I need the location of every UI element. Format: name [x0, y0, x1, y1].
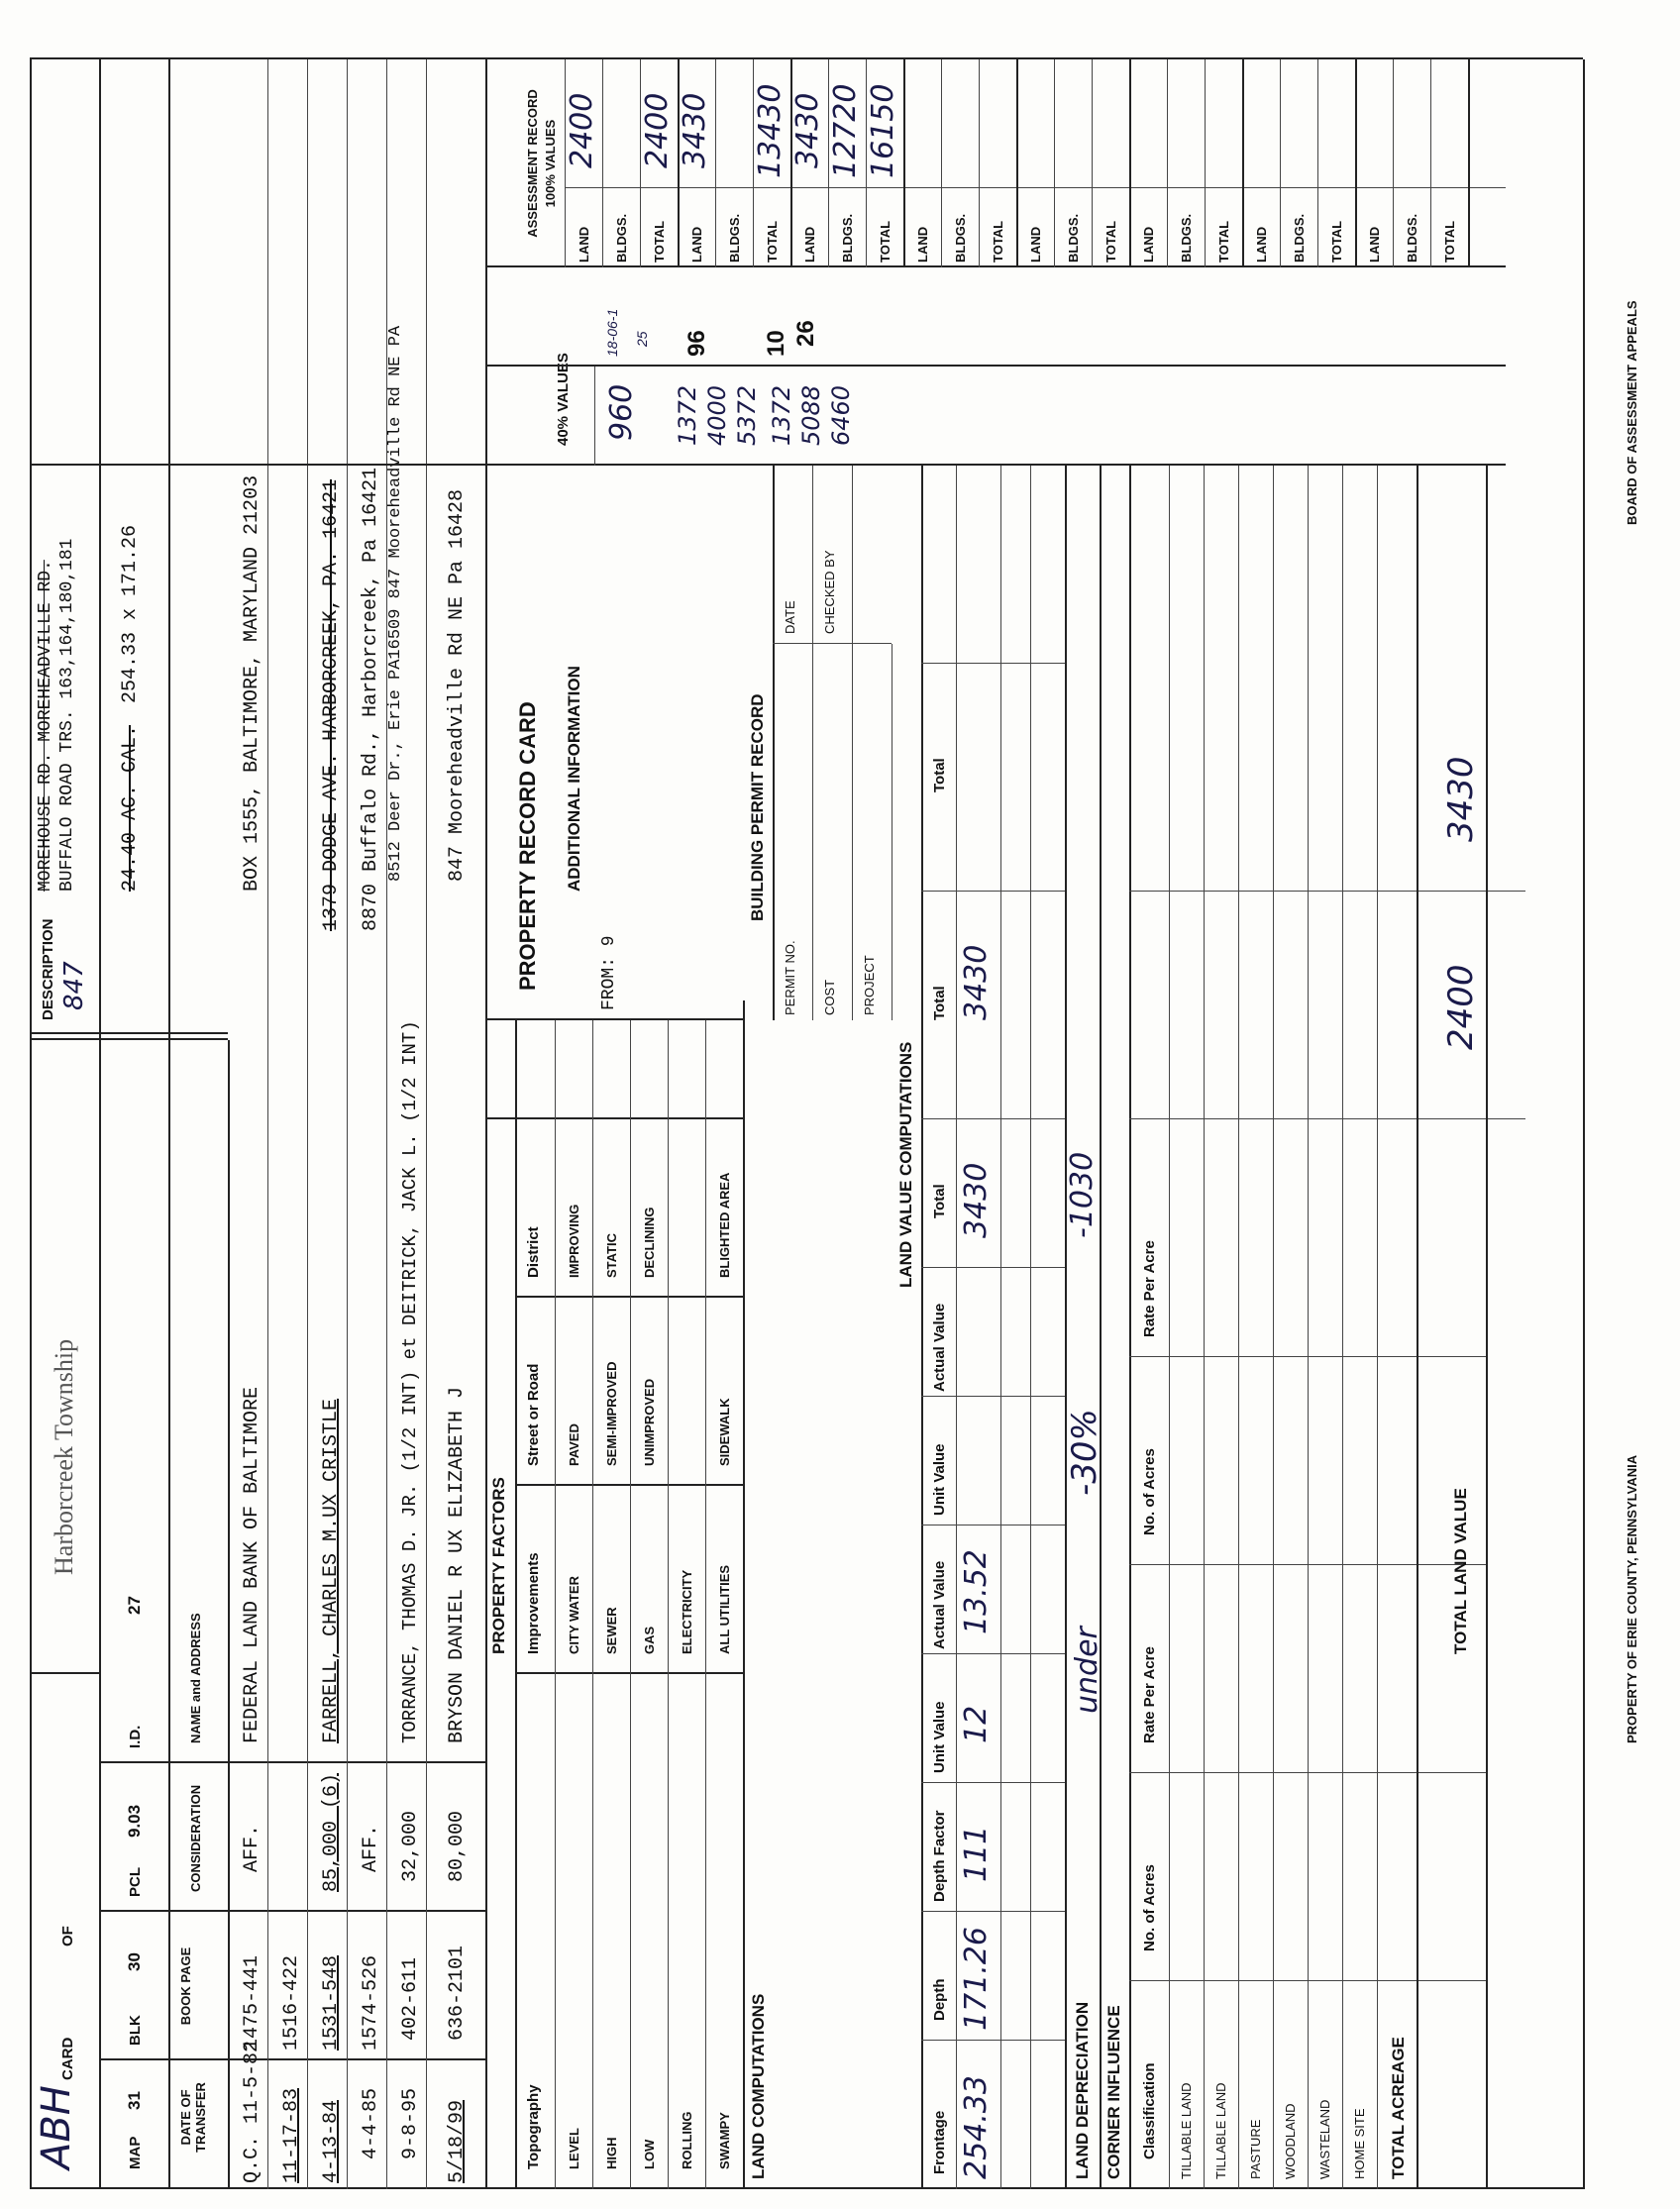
dimensions: 254.33 x 171.26 — [119, 524, 142, 703]
transfer-consideration: AFF. — [241, 1824, 263, 1872]
corner-influence-label: CORNER INFLUENCE — [1104, 2005, 1123, 2179]
total-land-value-label: TOTAL LAND VALUE — [1451, 1488, 1470, 1654]
col-total-3: Total — [931, 758, 948, 792]
date-entry: 96 — [683, 330, 710, 357]
transfer-address: BOX 1555, BALTIMORE, MARYLAND 21203 — [241, 474, 263, 892]
district-improving: IMPROVING — [567, 1204, 581, 1278]
transfer-address: 8512 Deer Dr., Erie PA16509 847 Mooreheadville Rd NE PA — [386, 325, 405, 882]
street-unimproved: UNIMPROVED — [642, 1378, 657, 1466]
class-wasteland: WASTELAND — [1317, 2099, 1332, 2179]
assess-label: BLDGS. — [1292, 213, 1307, 263]
transfer-consideration: 85,000 (6) — [320, 1772, 343, 1892]
district-blighted: BLIGHTED AREA — [717, 1172, 732, 1278]
topography-level: LEVEL — [567, 2128, 581, 2169]
of-label: OF — [59, 1926, 76, 1946]
building-permit-title: BUILDING PERMIT RECORD — [748, 693, 767, 921]
road-struck: MOREHOUSE RD. MOREHEADVILLE RD. — [36, 560, 55, 892]
date-entry: 10 — [763, 330, 789, 357]
value40-entry: 960 — [604, 383, 639, 441]
assess-label: BLDGS. — [953, 213, 968, 263]
transfer-consideration: 80,000 — [446, 1810, 469, 1882]
transfer-consideration: AFF. — [360, 1824, 382, 1872]
assess-label: BLDGS. — [1066, 213, 1081, 263]
depth-value: 171.26 — [959, 1927, 994, 2031]
card-label: CARD — [59, 2037, 76, 2080]
assess-label: TOTAL — [652, 220, 667, 263]
improvement-electricity: ELECTRICITY — [680, 1569, 694, 1654]
col-name-header: NAME and ADDRESS — [188, 1613, 203, 1743]
permit-checked-label: CHECKED BY — [822, 550, 837, 634]
land-depreciation-label: LAND DEPRECIATION — [1073, 2001, 1092, 2179]
topography-low: LOW — [642, 2139, 657, 2169]
assess-label: LAND — [689, 226, 704, 263]
col-district: District — [525, 1226, 542, 1278]
depth-factor-value: 111 — [959, 1825, 994, 1882]
col-date-header: DATE OF TRANSFER — [178, 2082, 208, 2153]
transfer-name: BRYSON DANIEL R UX ELIZABETH J — [446, 1386, 469, 1743]
transfer-date: Q.C. 11-5-82 — [241, 2040, 263, 2183]
date-entry: 18-06-1 — [604, 308, 620, 357]
total-value: 3430 — [959, 1162, 994, 1238]
col-no-acres: No. of Acres — [1141, 1864, 1158, 1951]
depreciation-pct: -30% — [1065, 1409, 1104, 1496]
assess-label: BLDGS. — [1179, 213, 1194, 263]
blk-label: BLK — [127, 2015, 144, 2046]
property-factors-title: PROPERTY FACTORS — [489, 1477, 508, 1654]
col-book-header: BOOK PAGE — [178, 1946, 193, 2026]
col-actual-value: Actual Value — [931, 1560, 948, 1649]
topography-swampy: SWAMPY — [717, 2112, 732, 2169]
col-rate: Rate Per Acre — [1141, 1646, 1158, 1743]
assess-label: BLDGS. — [727, 213, 742, 263]
description-label: DESCRIPTION — [40, 918, 56, 1020]
transfer-name: TORRANCE, THOMAS D. JR. (1/2 INT) et DEITRICK, JACK L. (1/2 INT) — [399, 1020, 421, 1743]
value40-entry: 6460 — [827, 384, 855, 446]
assess-value: 12720 — [828, 83, 863, 178]
assess-label: TOTAL — [1442, 220, 1457, 263]
assess-value: 3430 — [790, 92, 825, 168]
assess-value: 16150 — [866, 83, 900, 178]
footer-right: BOARD OF ASSESSMENT APPEALS — [1625, 300, 1639, 525]
total-acreage-label: TOTAL ACREAGE — [1389, 2037, 1408, 2179]
class-home-site: HOME SITE — [1352, 2108, 1367, 2179]
value40-entry: 1372 — [768, 384, 795, 446]
transfer-book: 1516-422 — [280, 1954, 303, 2051]
from-text: FROM: 9 — [599, 935, 619, 1010]
additional-info-label: ADDITIONAL INFORMATION — [565, 666, 583, 892]
improvement-city-water: CITY WATER — [567, 1576, 581, 1654]
land-value-computations-title: LAND VALUE COMPUTATIONS — [896, 1041, 915, 1288]
record-card-title: PROPERTY RECORD CARD — [515, 701, 540, 991]
transfer-name: FARRELL, CHARLES M.UX CRISTLE — [320, 1398, 343, 1743]
street-semi-improved: SEMI-IMPROVED — [604, 1361, 619, 1466]
improvement-sewer: SEWER — [604, 1607, 619, 1654]
transfer-book: 636-2101 — [446, 1945, 469, 2041]
assess-label: LAND — [1367, 226, 1382, 263]
transfer-book: 1531-548 — [320, 1954, 343, 2051]
total-value-2: 3430 — [959, 944, 994, 1020]
assess-label: BLDGS. — [840, 213, 855, 263]
assessment-title: ASSESSMENT RECORD — [525, 89, 540, 238]
blk-value: 30 — [125, 1952, 144, 1971]
assess-label: LAND — [1141, 226, 1156, 263]
road-line: BUFFALO ROAD TRS. 163,164,180,181 — [57, 538, 77, 892]
assess-label: TOTAL — [765, 220, 780, 263]
col-unit-value: Unit Value — [931, 1701, 948, 1773]
assess-label: TOTAL — [991, 220, 1005, 263]
value40-entry: 1372 — [674, 384, 701, 446]
description-hw: 847 — [59, 961, 89, 1010]
total-land-value-2: 3430 — [1441, 756, 1481, 842]
topography-rolling: ROLLING — [680, 2111, 694, 2169]
assessment-subtitle: 100% VALUES — [543, 119, 558, 208]
col-depth-factor: Depth Factor — [931, 1810, 948, 1902]
footer-left: PROPERTY OF ERIE COUNTY, PENNSYLVANIA — [1625, 1454, 1639, 1743]
col-no-acres-2: No. of Acres — [1141, 1448, 1158, 1535]
map-label: MAP — [127, 2136, 144, 2169]
assess-label: TOTAL — [1329, 220, 1344, 263]
date-entry: 25 — [634, 331, 650, 347]
col-total-2: Total — [931, 986, 948, 1020]
class-woodland: WOODLAND — [1283, 2103, 1298, 2179]
acreage-struck: 24.40 AC. CAL. — [119, 724, 142, 892]
assess-label: LAND — [1028, 226, 1043, 263]
col-frontage: Frontage — [931, 2110, 948, 2174]
assess-label: TOTAL — [878, 220, 892, 263]
permit-project-label: PROJECT — [862, 955, 877, 1015]
assess-value: 2400 — [640, 92, 675, 168]
value40-entry: 5088 — [797, 384, 825, 446]
value40-entry: 5372 — [733, 384, 761, 446]
assess-label: LAND — [802, 226, 817, 263]
topography-high: HIGH — [604, 2137, 619, 2169]
pcl-label: PCL — [127, 1867, 144, 1897]
district-static: STATIC — [604, 1232, 619, 1278]
transfer-book: 1475-441 — [241, 1954, 263, 2051]
transfer-address: 1379 DODGE AVE. HARBORCREEK, PA. 16421 — [320, 478, 343, 931]
value40-entry: 4000 — [703, 384, 731, 446]
transfer-address: 847 Mooreheadville Rd NE Pa 16428 — [446, 488, 469, 882]
township-stamp: Harborcreek Township — [50, 1338, 78, 1575]
transfer-book: 402-611 — [399, 1956, 422, 2041]
assess-label: BLDGS. — [1405, 213, 1419, 263]
permit-cost-label: COST — [822, 979, 837, 1015]
transfer-consideration: 32,000 — [399, 1810, 422, 1882]
depreciation-note: under — [1070, 1627, 1104, 1714]
assess-label: BLDGS. — [614, 213, 629, 263]
transfer-date: 4-13-84 — [320, 2099, 343, 2183]
district-declining: DECLINING — [642, 1207, 657, 1278]
total-land-value: 2400 — [1441, 964, 1481, 1050]
assess-value: 13430 — [753, 83, 788, 178]
assess-label: LAND — [915, 226, 930, 263]
transfer-book: 1574-526 — [360, 1954, 382, 2051]
assess-label: TOTAL — [1103, 220, 1118, 263]
col-rate-2: Rate Per Acre — [1141, 1240, 1158, 1337]
land-computations-title: LAND COMPUTATIONS — [749, 1993, 768, 2179]
col-unit-value-2: Unit Value — [931, 1443, 948, 1516]
id-label: I.D. — [127, 1725, 144, 1748]
transfer-name: FEDERAL LAND BANK OF BALTIMORE — [241, 1386, 263, 1743]
col-improvements: Improvements — [525, 1552, 542, 1654]
assess-label: LAND — [1254, 226, 1269, 263]
col-topography: Topography — [525, 2084, 542, 2169]
transfer-address: 8870 Buffalo Rd., Harborcreek, Pa 16421 — [360, 467, 382, 931]
transfer-date: 5/18/99 — [446, 2099, 469, 2183]
permit-date-label: DATE — [783, 600, 797, 634]
improvement-all-utilities: ALL UTILITIES — [717, 1564, 732, 1654]
transfer-date: 11-17-83 — [280, 2087, 303, 2183]
assess-label: LAND — [577, 226, 591, 263]
assess-value: 3430 — [678, 92, 712, 168]
class-tillable-2: TILLABLE LAND — [1213, 2082, 1228, 2179]
improvement-gas: GAS — [642, 1626, 657, 1654]
transfer-date: 9-8-95 — [399, 2087, 422, 2159]
card-initials: ABH — [34, 2085, 79, 2169]
class-pasture: PASTURE — [1248, 2119, 1263, 2179]
assess-value: 2400 — [565, 92, 599, 168]
col-street: Street or Road — [525, 1363, 542, 1466]
col-consideration-header: CONSIDERATION — [188, 1784, 203, 1892]
values40-title: 40% VALUES — [555, 353, 572, 446]
id-value: 27 — [125, 1596, 144, 1615]
street-paved: PAVED — [567, 1423, 581, 1466]
pcl-value: 9.03 — [125, 1804, 144, 1838]
col-classification: Classification — [1141, 2062, 1158, 2159]
map-value: 31 — [125, 2091, 144, 2110]
street-sidewalk: SIDEWALK — [717, 1398, 732, 1466]
transfer-date: 4-4-85 — [360, 2087, 382, 2159]
col-depth: Depth — [931, 1978, 948, 2021]
unit-value: 12 — [959, 1705, 994, 1743]
date-entry: 26 — [792, 320, 819, 347]
assess-label: TOTAL — [1216, 220, 1231, 263]
frontage-value: 254.33 — [959, 2075, 994, 2179]
class-tillable-1: TILLABLE LAND — [1179, 2082, 1194, 2179]
actual-value: 13.52 — [959, 1549, 994, 1634]
permit-no-label: PERMIT NO. — [783, 940, 797, 1015]
depreciation-total: -1030 — [1065, 1151, 1100, 1238]
col-total: Total — [931, 1184, 948, 1218]
col-actual-value-2: Actual Value — [931, 1303, 948, 1392]
